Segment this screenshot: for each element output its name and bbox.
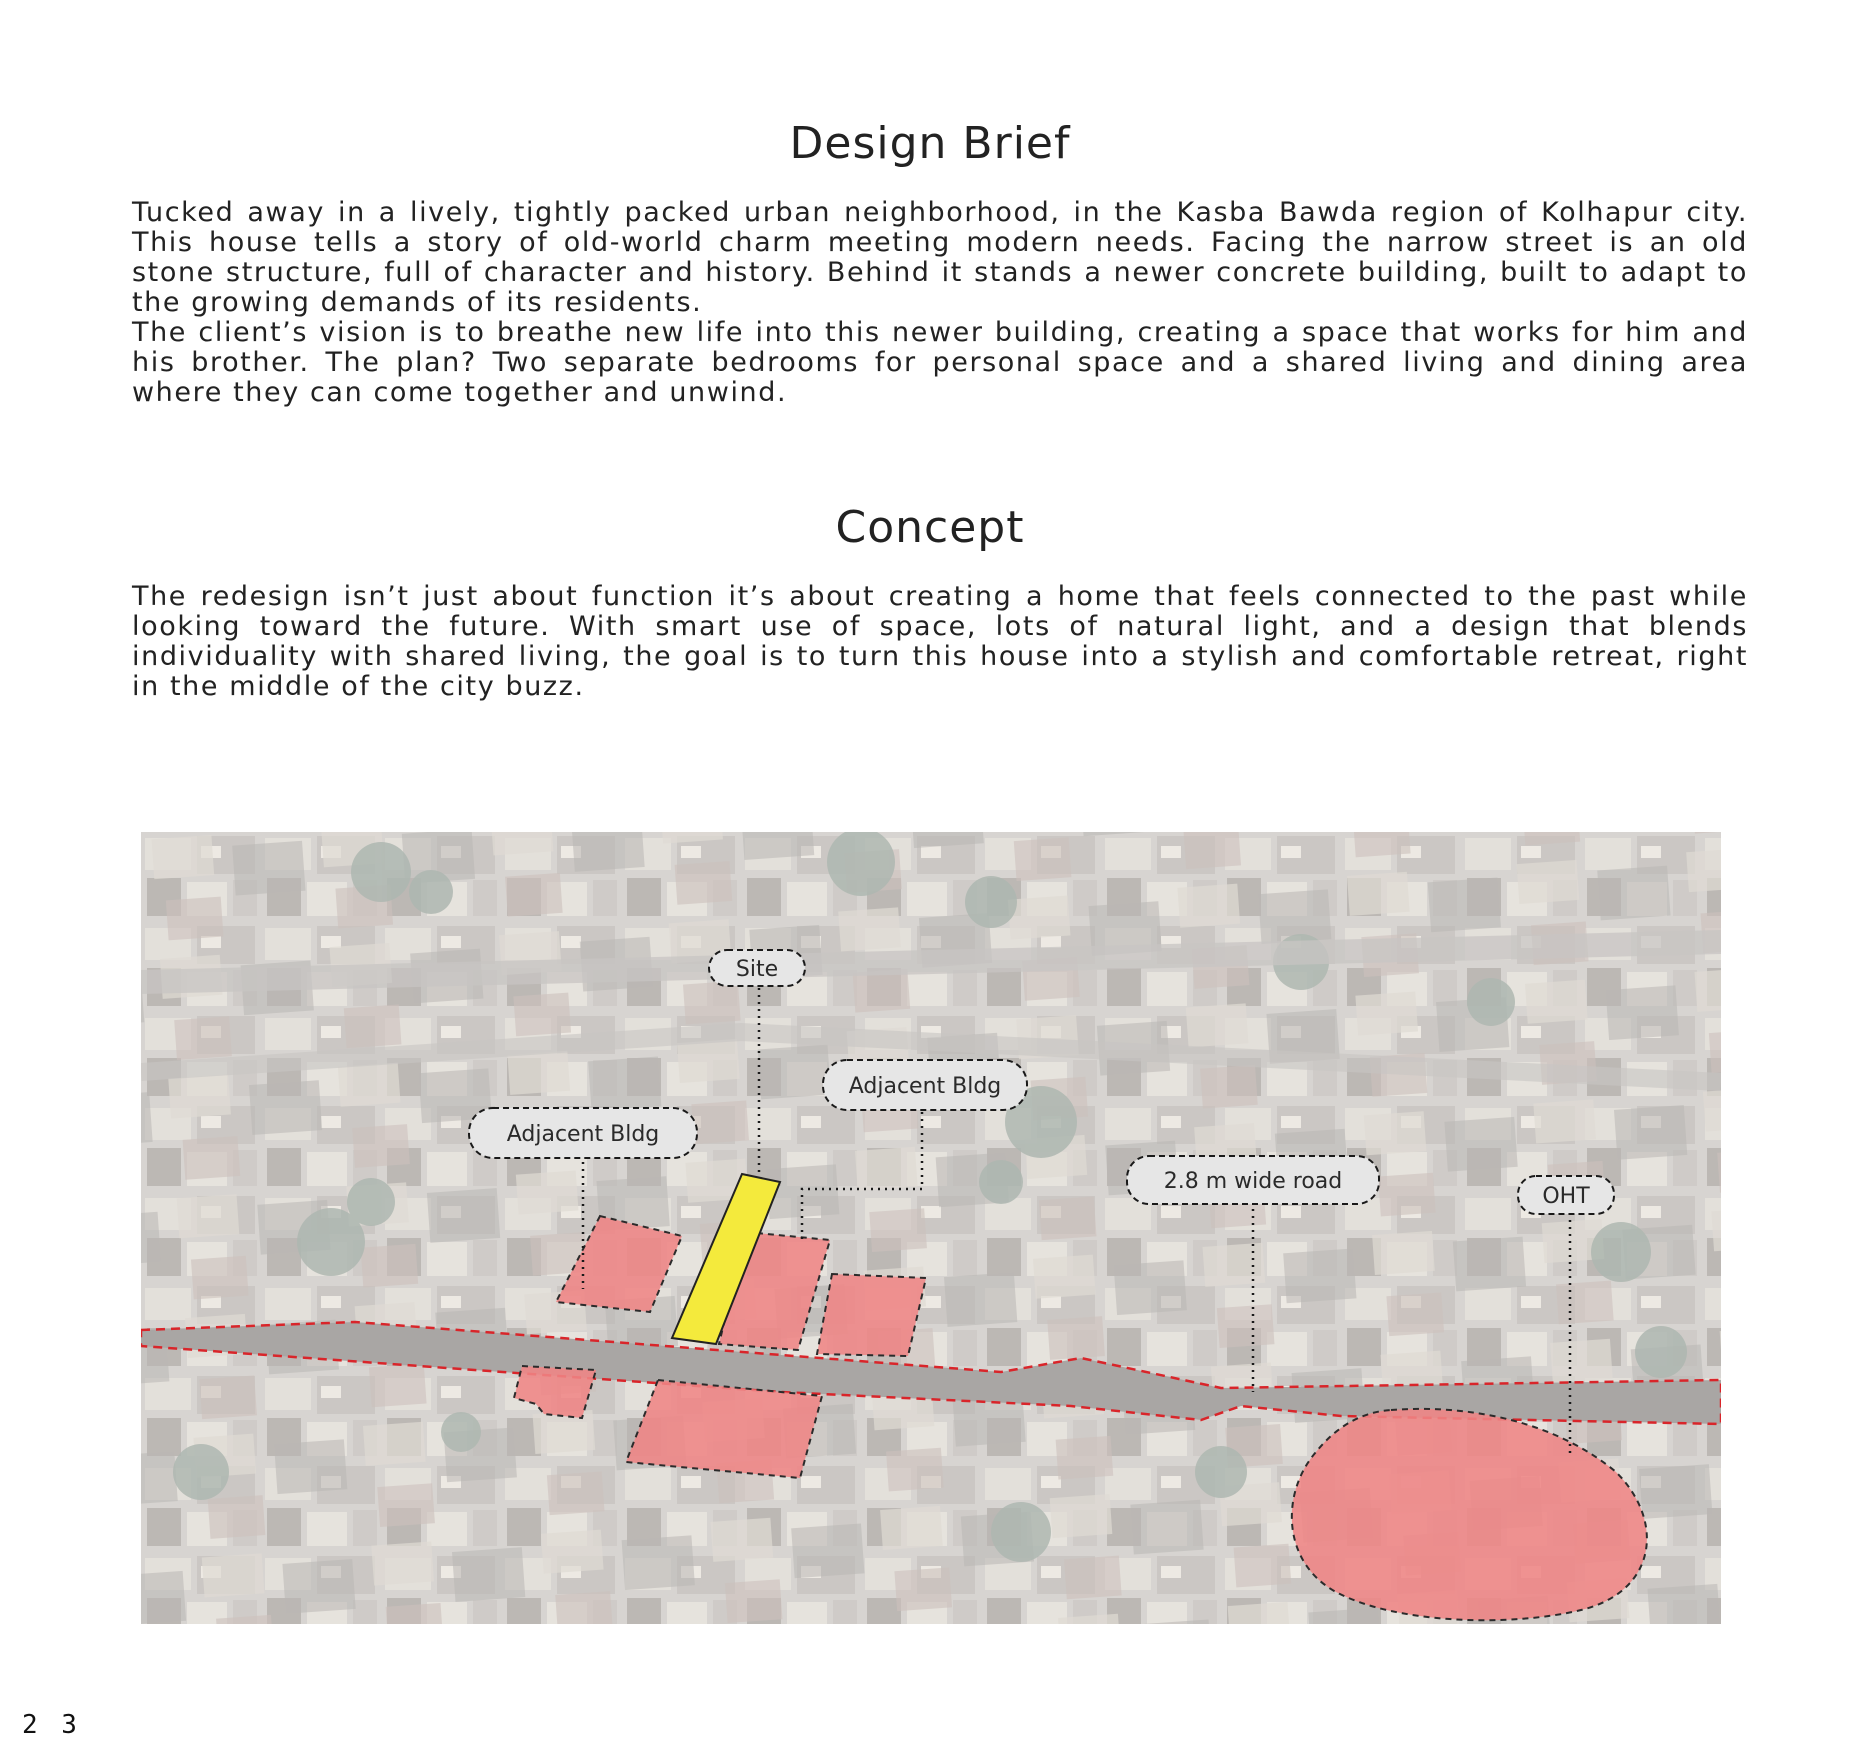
site-map-svg	[141, 832, 1721, 1624]
callout-site	[709, 950, 805, 986]
callout-adjacent-left	[469, 1108, 697, 1158]
design-brief-paragraph-1: Tucked away in a lively, tightly packed urban neighborhood, in the Kasba Bawda region of Kolhapur city. This house tells a story of old-world charm meeting modern needs. Facing the narrow street is an old stone structure, full of character and history. Behind it stands a newer concrete building, built to adapt to the growing demands of its residents.	[132, 197, 1748, 318]
design-brief-heading: Design Brief	[789, 118, 1071, 169]
callout-adjacent-left-label: Adjacent Bldg	[506, 1122, 660, 1147]
callout-adjacent-right	[823, 1060, 1027, 1110]
page-number: 2 3	[22, 1710, 81, 1740]
callout-oht	[1518, 1176, 1614, 1214]
concept-paragraph: The redesign isn’t just about function it’s about creating a home that feels connected to the past while looking toward the future. With smart use of space, lots of natural light, and a design that blends individuality with shared living, the goal is to turn this house into a stylish and comfortable retreat, right in the middle of the city buzz.	[132, 581, 1748, 702]
adjacent-building-south-2	[626, 1380, 822, 1478]
concept-heading: Concept	[835, 502, 1025, 553]
callout-road	[1127, 1156, 1379, 1204]
site-context-aerial-map	[141, 832, 1721, 1624]
design-brief-paragraph-2: The client’s vision is to breathe new life into this newer building, creating a space that works for him and his brother. The plan? Two separate bedrooms for personal space and a shared living and dining area where they can come together and unwind.	[132, 317, 1748, 408]
callout-adjacent-right-label: Adjacent Bldg	[848, 1074, 1002, 1099]
callout-oht-label: OHT	[1542, 1184, 1590, 1209]
callout-site-label: Site	[735, 957, 779, 982]
callout-road-label: 2.8 m wide road	[1163, 1169, 1343, 1194]
adjacent-building-right	[817, 1274, 926, 1356]
